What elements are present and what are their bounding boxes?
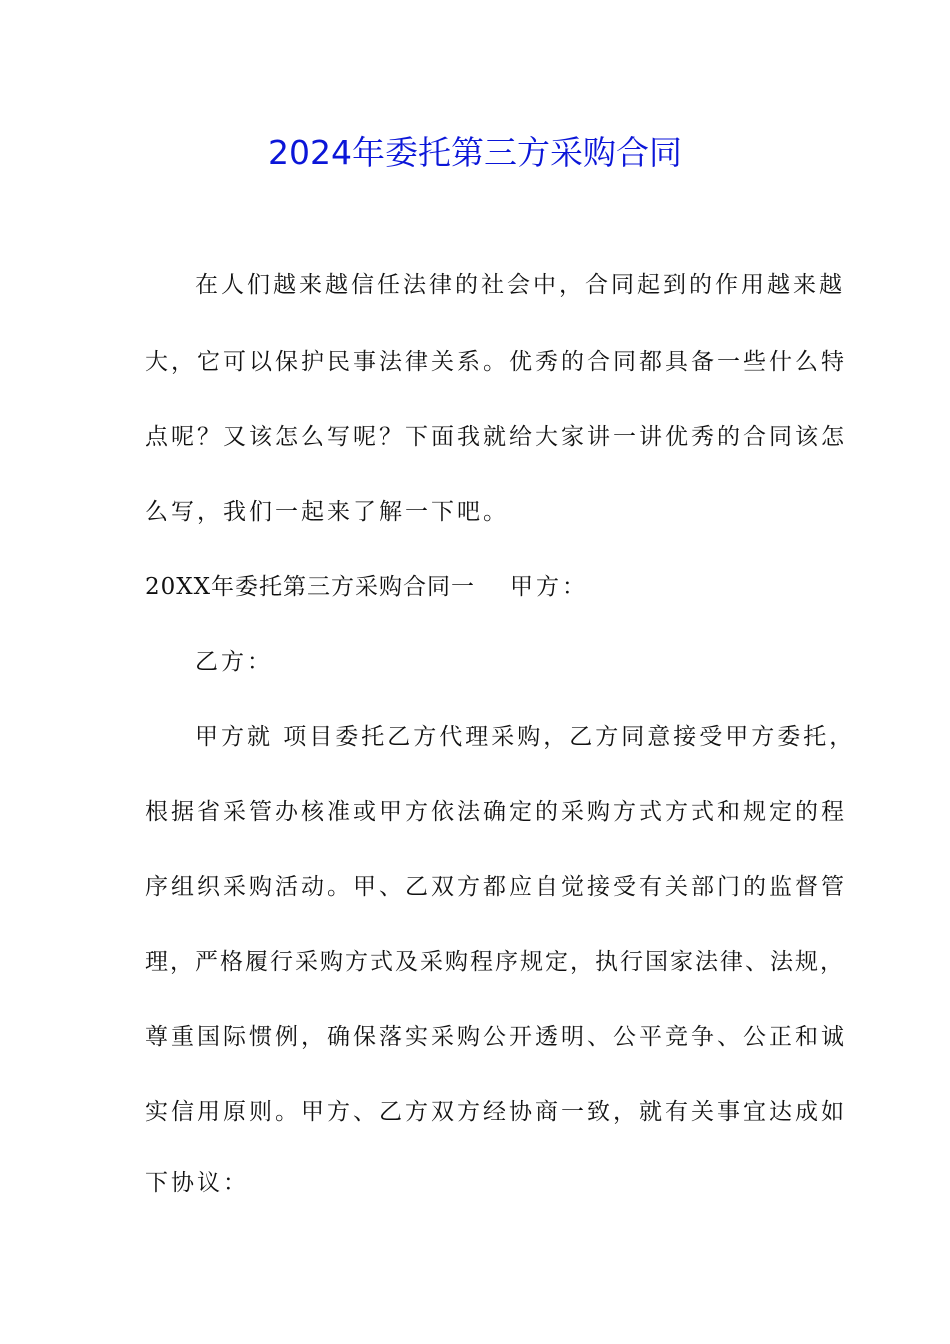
intro-line-3: 点呢？又该怎么写呢？下面我就给大家讲一讲优秀的合同该怎 bbox=[145, 424, 847, 450]
body-line-5: 尊重国际惯例，确保落实采购公开透明、公平竞争、公正和诚 bbox=[145, 1024, 847, 1050]
body-line-2: 根据省采管办核准或甲方依法确定的采购方式方式和规定的程 bbox=[145, 799, 847, 825]
document-title: 2024年委托第三方采购合同 bbox=[268, 133, 682, 172]
body-line-6: 实信用原则。甲方、乙方双方经协商一致，就有关事宜达成如 bbox=[145, 1099, 847, 1125]
body-line-7: 下协议： bbox=[145, 1170, 249, 1196]
intro-line-1: 在人们越来越信任法律的社会中，合同起到的作用越来越 bbox=[195, 272, 845, 298]
party-a-label: 甲方： bbox=[510, 574, 588, 600]
body-line-4: 理，严格履行采购方式及采购程序规定，执行国家法律、法规， bbox=[145, 949, 845, 975]
contract-heading: 20XX年委托第三方采购合同一 bbox=[145, 574, 476, 600]
intro-line-4: 么写，我们一起来了解一下吧。 bbox=[145, 499, 509, 525]
body-line-3: 序组织采购活动。甲、乙双方都应自觉接受有关部门的监督管 bbox=[145, 874, 847, 900]
party-b-label: 乙方： bbox=[195, 649, 273, 675]
intro-line-2: 大，它可以保护民事法律关系。优秀的合同都具备一些什么特 bbox=[145, 349, 847, 375]
body-line-1: 甲方就 项目委托乙方代理采购，乙方同意接受甲方委托， bbox=[195, 724, 856, 750]
